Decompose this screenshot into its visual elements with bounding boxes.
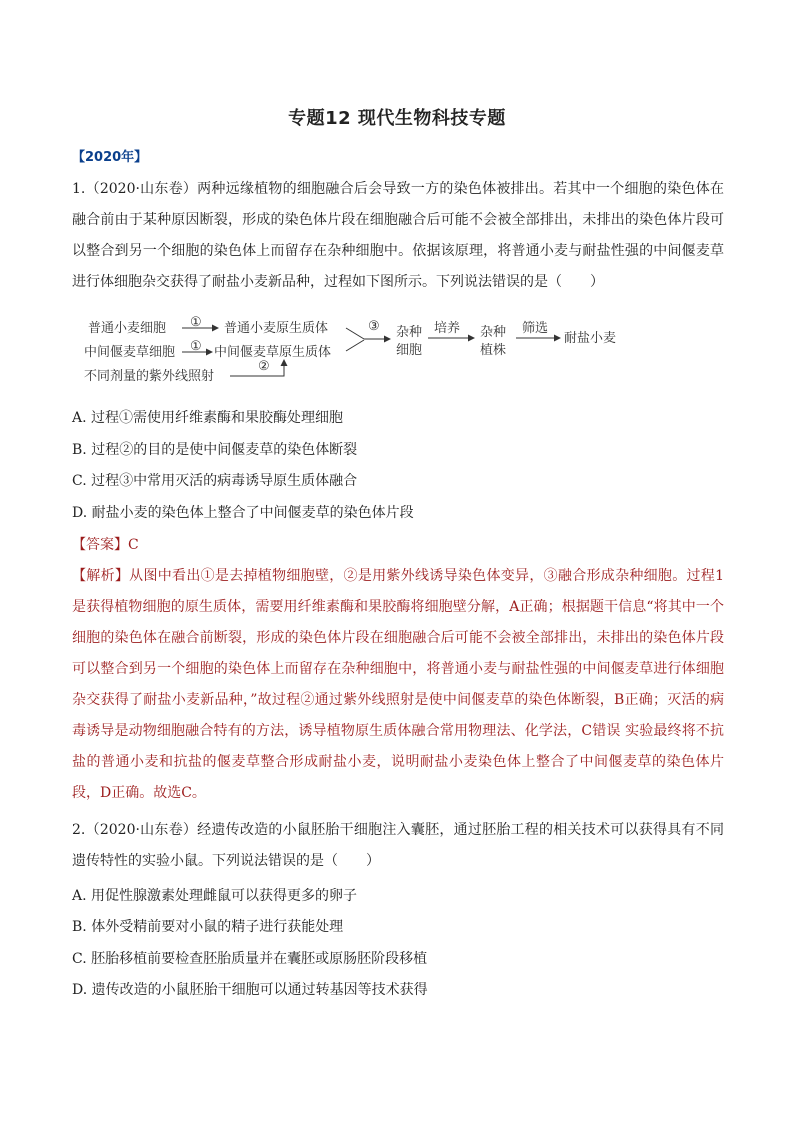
grass-cell-label: 中间偃麦草细胞 (84, 345, 176, 360)
answer-label: 【答案】 (72, 537, 128, 553)
q1-option-c: C. 过程③中常用灭活的病毒诱导原生质体融合 (72, 473, 358, 489)
year-section-tag: 【2020年】 (72, 150, 148, 165)
arrow-uv-to-protoplast (230, 360, 284, 376)
culture-label: 培养 (434, 321, 461, 336)
q1-option-b: B. 过程②的目的是使中间偃麦草的染色体断裂 (72, 442, 358, 458)
screen-label: 筛选 (522, 321, 549, 336)
page-title: 专题12 现代生物科技专题 (288, 108, 506, 129)
step-1-wheat-label: ① (190, 315, 202, 330)
hybrid-cell-label-1: 杂种 (396, 325, 423, 340)
answer-value: C (128, 537, 139, 553)
step-1-grass-label: ① (190, 339, 202, 354)
cell-fusion-flow-diagram (78, 304, 638, 390)
step-2-label: ② (258, 359, 270, 374)
question-1-stem: 1.（2020·山东卷）两种远缘植物的细胞融合后会导致一方的染色体被排出。若其中一个细胞的染色体在融合前由于某种原因断裂，形成的染色体片段在细胞融合后可能不会被全部排出，未排出的染色体片段可以整合到另一个细胞的染色体上而留存在杂种细胞中。依据该原理，将普通小麦与耐盐性强的中间偃麦草进行体细胞杂交获得了耐盐小麦新品种，过程如下图所示。下列说法错误的是（ ） (72, 181, 724, 290)
fusion-line-top (346, 328, 364, 339)
q2-option-c: C. 胚胎移植前要检查胚胎质量并在囊胚或原肠胚阶段移植 (72, 951, 428, 967)
grass-protoplast-label: 中间偃麦草原生质体 (214, 345, 332, 360)
analysis-text: 从图中看出①是去掉植物细胞壁，②是用紫外线诱导染色体变异，③融合形成杂种细胞。过程1是获得植物细胞的原生质体，需要用纤维素酶和果胶酶将细胞壁分解，A正确；根据题干信息“将其中一个细胞的染色体在融合前断裂，形成的染色体片段在细胞融合后可能不会被全部排出，未排出的染色体片段可以整合到另一个细胞的染色体上而留存在杂种细胞中，将普通小麦与耐盐性强的中间偃麦草进行体细胞杂交获得了耐盐小麦新品种，”故过程②通过紫外线照射是使中间偃麦草的染色体断裂，B正确；灭活的病毒诱导是动物细胞融合特有的方法，诱导植物原生质体融合常用物理法、化学法，C错误 实验最终将不抗盐的普通小麦和抗盐的偃麦草整合形成耐盐小麦，说明耐盐小麦染色体上整合了中间偃麦草的染色体片段，D正确。故选C。 (72, 568, 725, 801)
step-3-label: ③ (368, 319, 380, 334)
hybrid-plant-label-1: 杂种 (480, 325, 507, 340)
q1-answer (72, 535, 139, 555)
q1-option-a: A. 过程①需使用纤维素酶和果胶酶处理细胞 (72, 410, 344, 426)
wheat-cell-label: 普通小麦细胞 (88, 321, 167, 336)
result-label: 耐盐小麦 (564, 331, 617, 346)
hybrid-cell-label-2: 细胞 (396, 343, 423, 358)
hybrid-plant-label-2: 植株 (480, 343, 507, 358)
question-2-stem: 2.（2020·山东卷）经遗传改造的小鼠胚胎干细胞注入囊胚，通过胚胎工程的相关技术可以获得具有不同遗传特性的实验小鼠。下列说法错误的是（ ） (72, 822, 724, 869)
q2-option-a: A. 用促性腺激素处理雌鼠可以获得更多的卵子 (72, 888, 358, 904)
q1-analysis (72, 561, 724, 809)
analysis-label: 【解析】 (72, 568, 130, 584)
q1-option-d: D. 耐盐小麦的染色体上整合了中间偃麦草的染色体片段 (72, 505, 414, 521)
uv-irradiation-label: 不同剂量的紫外线照射 (84, 369, 215, 384)
fusion-line-bottom (346, 340, 364, 351)
q2-option-d: D. 遗传改造的小鼠胚胎干细胞可以通过转基因等技术获得 (72, 982, 428, 998)
q2-option-b: B. 体外受精前要对小鼠的精子进行获能处理 (72, 919, 344, 935)
wheat-protoplast-label: 普通小麦原生质体 (224, 321, 329, 336)
